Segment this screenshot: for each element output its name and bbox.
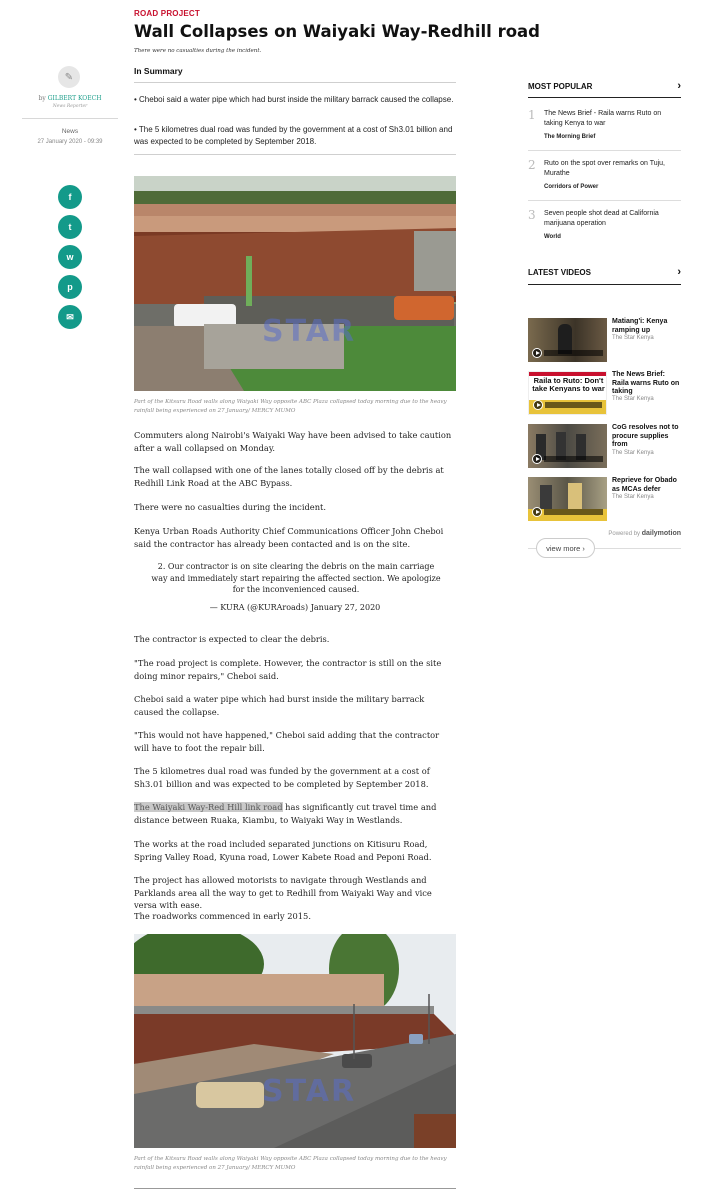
view-more-label: view more <box>546 543 581 553</box>
pinterest-icon: p <box>67 282 73 292</box>
facebook-icon: f <box>68 192 72 202</box>
play-icon <box>532 507 542 517</box>
divider <box>528 200 681 201</box>
video-source: The Star Kenya <box>612 494 654 500</box>
video-title[interactable]: Reprieve for Obado as MCAs defer <box>612 477 677 493</box>
section-kicker[interactable]: ROAD PROJECT <box>134 9 200 18</box>
video-thumbnail[interactable] <box>528 371 607 415</box>
popular-item-title[interactable]: The News Brief - Raila warns Ruto on taking Kenya to war <box>544 110 662 127</box>
article-photo <box>134 176 456 391</box>
popular-item-category[interactable]: The Morning Brief <box>544 134 596 140</box>
author-by-label: by <box>38 95 46 102</box>
latest-videos-heading[interactable] <box>528 268 681 277</box>
divider <box>528 97 681 98</box>
video-source: The Star Kenya <box>612 396 654 402</box>
play-icon <box>532 348 542 358</box>
video-source: The Star Kenya <box>612 335 654 341</box>
embedded-tweet-text: 2. Our contractor is on site clearing the debris on the main carriage way and immediately start repairing the affected section. We apologize for the inconvenienced caused. <box>151 562 441 594</box>
popular-item-title[interactable]: Seven people shot dead at California marijuana operation <box>544 210 659 227</box>
watermark-star: STAR <box>262 1074 357 1109</box>
paragraph: Commuters along Nairobi's Waiyaki Way have been advised to take caution after a wall collapsed on Monday. <box>134 430 452 453</box>
video-thumbnail[interactable] <box>528 318 607 362</box>
publish-date: 27 January 2020 - 09:39 <box>37 139 103 145</box>
paragraph: Kenya Urban Roads Authority Chief Communications Officer John Cheboi said the contractor has already been contacted and is on the site. <box>134 526 444 549</box>
divider <box>134 1188 456 1189</box>
share-email-button[interactable] <box>58 305 82 329</box>
whatsapp-icon: w <box>66 252 74 262</box>
powered-by-label: Powered by <box>608 531 641 537</box>
popular-item-category[interactable]: World <box>544 234 561 240</box>
paragraph: The contractor is expected to clear the debris. <box>134 634 330 644</box>
paragraph <box>134 801 456 826</box>
article-photo <box>134 934 456 1148</box>
divider <box>134 82 456 83</box>
paragraph: "The road project is complete. However, the contractor is still on the site doing minor repairs," Cheboi said. <box>134 658 442 681</box>
rank-number: 1 <box>528 108 536 122</box>
page-title: Wall Collapses on Waiyaki Way-Redhill road <box>134 22 540 41</box>
rank-number: 3 <box>528 208 536 222</box>
divider <box>22 118 118 119</box>
share-twitter-button[interactable] <box>58 215 82 239</box>
article-subtitle: There were no casualties during the incident. <box>134 48 262 54</box>
share-whatsapp-button[interactable] <box>58 245 82 269</box>
photo-caption: Part of the Kitsuru Road walls along Waiyaki Way opposite ABC Plaza collapsed today morning due to the heavy rainfall being experienced on 27 January/ MERCY MUMO <box>134 399 447 414</box>
photo-wall-collapse <box>134 176 456 391</box>
paragraph: The 5 kilometres dual road was funded by the government at a cost of Sh3.01 billion and was expected to be completed by September 2018. <box>134 766 430 789</box>
chevron-right-icon[interactable]: › <box>677 80 681 92</box>
photo-caption: Part of the Kitsuru Road walls along Waiyaki Way opposite ABC Plaza collapsed today morning due to the heavy rainfall being experienced on 27 January/ MERCY MUMO <box>134 1156 447 1171</box>
most-popular-heading[interactable] <box>528 82 681 91</box>
paragraph: The roadworks commenced in early 2015. <box>134 911 311 921</box>
divider <box>528 284 681 285</box>
popular-item-title[interactable]: Ruto on the spot over remarks on Tuju, Murathe <box>544 160 666 177</box>
video-title[interactable]: The News Brief: Raila warns Ruto on taking <box>612 371 680 395</box>
video-thumbnail[interactable] <box>528 477 607 521</box>
paragraph: The works at the road included separated junctions on Kitisuru Road, Spring Valley Road, Kyuna road, Lower Kabete Road and Peponi Road. <box>134 839 432 862</box>
summary-item: • Cheboi said a water pipe which had burst inside the military barrack caused the collapse. <box>134 95 454 104</box>
rank-number: 2 <box>528 158 536 172</box>
chevron-right-icon: › <box>582 543 585 553</box>
video-source: The Star Kenya <box>612 450 654 456</box>
pencil-icon: ✎ <box>58 66 80 88</box>
video-thumbnail[interactable] <box>528 424 607 468</box>
most-popular-label: MOST POPULAR <box>528 82 593 91</box>
paragraph: There were no casualties during the incident. <box>134 502 327 512</box>
paragraph: The wall collapsed with one of the lanes totally closed off by the debris at Redhill Link Road at the ABC Bypass. <box>134 465 444 488</box>
email-icon: ✉ <box>66 311 74 322</box>
section-tag[interactable]: News <box>61 128 79 135</box>
author-byline <box>22 95 118 102</box>
play-icon <box>533 400 543 410</box>
popular-item-category[interactable]: Corridors of Power <box>544 184 599 190</box>
powered-by <box>528 530 681 537</box>
dailymotion-logo[interactable]: dailymotion <box>641 530 681 537</box>
paragraph: "This would not have happened," Cheboi said adding that the contractor will have to foot the repair bill. <box>134 730 440 753</box>
divider <box>528 150 681 151</box>
paragraph-text: has significantly cut travel time and distance between Ruaka, Kiambu, to Waiyaki Way in Westlands. <box>134 802 437 825</box>
summary-heading: In Summary <box>134 66 183 76</box>
road-link[interactable]: The Waiyaki Way-Red Hill link road <box>134 802 283 812</box>
paragraph: Cheboi said a water pipe which had burst inside the military barrack caused the collapse. <box>134 694 425 717</box>
twitter-icon: t <box>68 222 72 232</box>
video-title[interactable]: CoG resolves not to procure supplies from <box>612 424 679 448</box>
divider <box>134 154 456 155</box>
video-title[interactable]: Matiang'i: Kenya ramping up <box>612 318 668 334</box>
watermark-star: STAR <box>262 314 357 349</box>
share-facebook-button[interactable] <box>58 185 82 209</box>
photo-road-collapse <box>134 934 456 1148</box>
author-name-link[interactable]: GILBERT KOECH <box>47 95 102 102</box>
thumbnail-headline: Raila to Ruto: Don't take Kenyans to war <box>532 376 605 393</box>
play-icon <box>532 454 542 464</box>
share-pinterest-button[interactable] <box>58 275 82 299</box>
chevron-right-icon[interactable]: › <box>677 266 681 278</box>
paragraph: The project has allowed motorists to navigate through Westlands and Parklands area all the way to get to Redhill from Waiyaki Way and vice versa with ease. <box>134 875 432 910</box>
summary-item: • The 5 kilometres dual road was funded by the government at a cost of Sh3.01 billion and was expected to be completed by September 2018. <box>134 125 453 146</box>
author-role: News Reporter <box>52 104 88 109</box>
view-more-button[interactable] <box>536 538 595 558</box>
embedded-tweet-source[interactable]: — KURA (@KURAroads) January 27, 2020 <box>209 603 381 612</box>
latest-videos-label: LATEST VIDEOS <box>528 268 591 277</box>
